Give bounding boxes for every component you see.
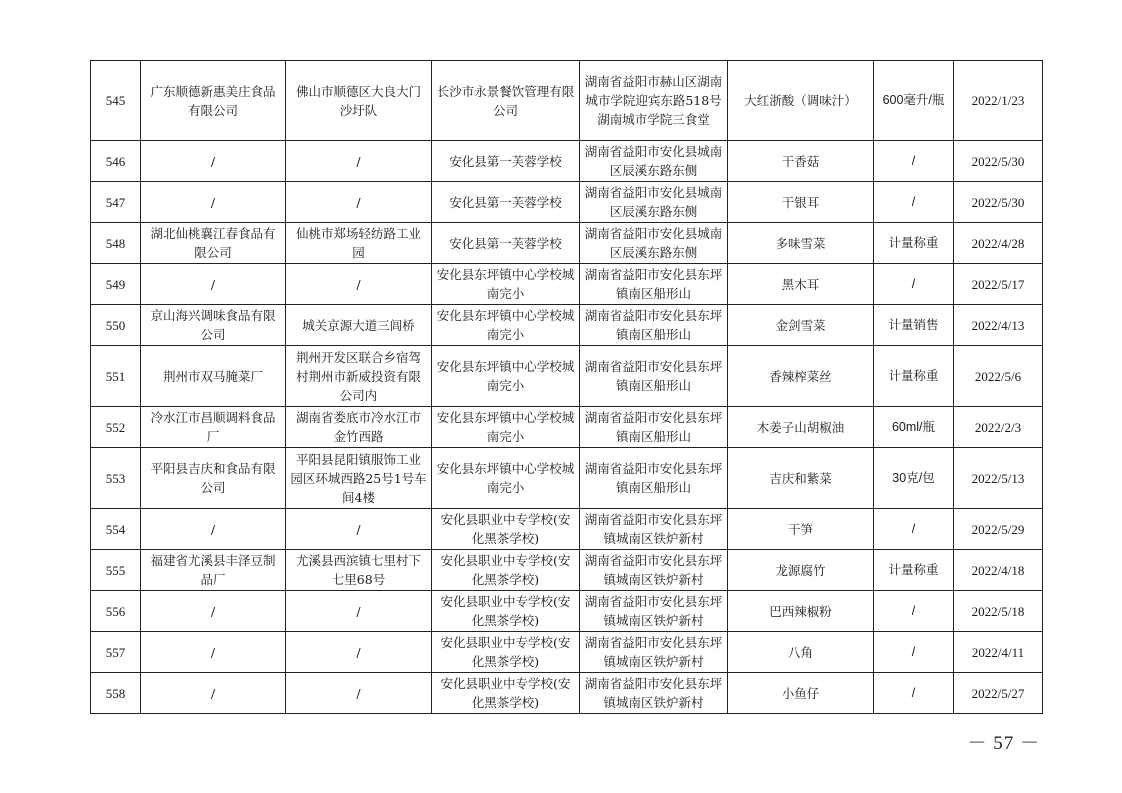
cell-producer-name: / [141,182,286,223]
cell-product-name: 小鱼仔 [728,673,874,714]
cell-producer-name: 平阳县吉庆和食品有限公司 [141,448,286,509]
cell-specification: / [874,509,954,550]
cell-sampled-unit: 安化县东坪镇中心学校城南完小 [432,264,580,305]
cell-specification: / [874,264,954,305]
cell-production-date: 2022/5/30 [954,141,1043,182]
cell-specification: 计量称重 [874,223,954,264]
table-row [91,141,1043,182]
cell-producer-address: 佛山市顺德区大良大门沙圩队 [286,61,432,141]
cell-specification: 计量称重 [874,550,954,591]
cell-serial-number: 555 [91,550,141,591]
cell-serial-number: 557 [91,632,141,673]
cell-product-name: 干香菇 [728,141,874,182]
cell-producer-address: / [286,264,432,305]
cell-producer-address: 尤溪县西滨镇七里村下七里68号 [286,550,432,591]
cell-product-name: 木姜子山胡椒油 [728,407,874,448]
table-row [91,264,1043,305]
table-row [91,632,1043,673]
table-body [91,61,1043,714]
table-row [91,223,1043,264]
table-row [91,591,1043,632]
cell-producer-name: / [141,264,286,305]
cell-sampled-address: 湖南省益阳市安化县东坪镇南区船形山 [580,407,728,448]
cell-serial-number: 549 [91,264,141,305]
cell-product-name: 巴西辣椒粉 [728,591,874,632]
table-row [91,550,1043,591]
cell-producer-name: / [141,673,286,714]
cell-product-name: 大红浙酸（调味汁） [728,61,874,141]
cell-sampled-address: 湖南省益阳市安化县城南区辰溪东路东侧 [580,182,728,223]
cell-specification: 计量销售 [874,305,954,346]
cell-product-name: 龙源腐竹 [728,550,874,591]
cell-producer-name: / [141,591,286,632]
cell-producer-address: / [286,591,432,632]
table-row [91,61,1043,141]
cell-sampled-unit: 安化县东坪镇中心学校城南完小 [432,448,580,509]
cell-serial-number: 546 [91,141,141,182]
cell-sampled-address: 湖南省益阳市安化县东坪镇城南区铁炉新村 [580,632,728,673]
cell-specification: / [874,673,954,714]
cell-producer-name: / [141,632,286,673]
cell-product-name: 八角 [728,632,874,673]
cell-producer-address: / [286,141,432,182]
cell-specification: / [874,182,954,223]
cell-serial-number: 548 [91,223,141,264]
table-row [91,448,1043,509]
cell-serial-number: 552 [91,407,141,448]
cell-producer-address: 湖南省娄底市冷水江市金竹西路 [286,407,432,448]
sampling-records-table [90,60,1043,714]
cell-producer-name: 京山海兴调味食品有限公司 [141,305,286,346]
cell-production-date: 2022/5/18 [954,591,1043,632]
cell-production-date: 2022/2/3 [954,407,1043,448]
cell-producer-name: 福建省尤溪县丰泽豆制品厂 [141,550,286,591]
cell-sampled-unit: 安化县东坪镇中心学校城南完小 [432,407,580,448]
table-row [91,509,1043,550]
page-number: － 57 － [967,733,1040,754]
table-row [91,673,1043,714]
cell-sampled-address: 湖南省益阳市安化县东坪镇城南区铁炉新村 [580,509,728,550]
cell-sampled-unit: 安化县职业中专学校(安化黑茶学校) [432,509,580,550]
table-row [91,305,1043,346]
cell-producer-address: / [286,509,432,550]
cell-production-date: 2022/4/13 [954,305,1043,346]
cell-production-date: 2022/5/6 [954,346,1043,407]
cell-serial-number: 558 [91,673,141,714]
cell-producer-address: / [286,673,432,714]
cell-sampled-address: 湖南省益阳市安化县东坪镇南区船形山 [580,264,728,305]
cell-producer-address: / [286,632,432,673]
cell-product-name: 干银耳 [728,182,874,223]
cell-sampled-unit: 安化县第一芙蓉学校 [432,141,580,182]
cell-sampled-address: 湖南省益阳市安化县城南区辰溪东路东侧 [580,141,728,182]
cell-producer-name: 荆州市双马腌菜厂 [141,346,286,407]
cell-producer-address: 荆州开发区联合乡宿驾村荆州市新威投资有限公司内 [286,346,432,407]
cell-producer-name: 冷水江市昌顺调料食品厂 [141,407,286,448]
cell-serial-number: 550 [91,305,141,346]
cell-sampled-unit: 安化县职业中专学校(安化黑茶学校) [432,673,580,714]
cell-specification: / [874,141,954,182]
cell-producer-address: / [286,182,432,223]
cell-product-name: 干笋 [728,509,874,550]
cell-serial-number: 547 [91,182,141,223]
cell-production-date: 2022/5/27 [954,673,1043,714]
cell-product-name: 多味雪菜 [728,223,874,264]
cell-producer-name: / [141,509,286,550]
cell-production-date: 2022/4/28 [954,223,1043,264]
cell-serial-number: 554 [91,509,141,550]
cell-production-date: 2022/5/17 [954,264,1043,305]
cell-sampled-address: 湖南省益阳市安化县东坪镇南区船形山 [580,448,728,509]
cell-sampled-unit: 安化县职业中专学校(安化黑茶学校) [432,591,580,632]
cell-product-name: 黑木耳 [728,264,874,305]
cell-specification: 30克/包 [874,448,954,509]
cell-serial-number: 556 [91,591,141,632]
cell-specification: / [874,591,954,632]
cell-serial-number: 553 [91,448,141,509]
cell-production-date: 2022/5/13 [954,448,1043,509]
cell-sampled-unit: 安化县职业中专学校(安化黑茶学校) [432,632,580,673]
cell-product-name: 香辣榨菜丝 [728,346,874,407]
cell-sampled-address: 湖南省益阳市安化县东坪镇南区船形山 [580,346,728,407]
cell-serial-number: 545 [91,61,141,141]
cell-sampled-unit: 安化县东坪镇中心学校城南完小 [432,346,580,407]
cell-producer-name: / [141,141,286,182]
cell-producer-address: 城关京源大道三闾桥 [286,305,432,346]
cell-specification: 计量称重 [874,346,954,407]
cell-sampled-address: 湖南省益阳市安化县东坪镇南区船形山 [580,305,728,346]
cell-serial-number: 551 [91,346,141,407]
cell-sampled-address: 湖南省益阳市安化县城南区辰溪东路东侧 [580,223,728,264]
cell-production-date: 2022/4/11 [954,632,1043,673]
cell-sampled-unit: 安化县第一芙蓉学校 [432,182,580,223]
table-row [91,346,1043,407]
cell-production-date: 2022/5/29 [954,509,1043,550]
table-row [91,407,1043,448]
cell-sampled-address: 湖南省益阳市安化县东坪镇城南区铁炉新村 [580,591,728,632]
cell-production-date: 2022/4/18 [954,550,1043,591]
cell-producer-name: 广东顺德新惠美庄食品有限公司 [141,61,286,141]
cell-specification: 60ml/瓶 [874,407,954,448]
cell-sampled-unit: 安化县东坪镇中心学校城南完小 [432,305,580,346]
cell-specification: 600毫升/瓶 [874,61,954,141]
table-row [91,182,1043,223]
cell-producer-address: 仙桃市郑场轻纺路工业园 [286,223,432,264]
cell-sampled-address: 湖南省益阳市赫山区湖南城市学院迎宾东路518号湖南城市学院三食堂 [580,61,728,141]
cell-sampled-unit: 安化县第一芙蓉学校 [432,223,580,264]
cell-production-date: 2022/5/30 [954,182,1043,223]
cell-product-name: 吉庆和紫菜 [728,448,874,509]
cell-specification: / [874,632,954,673]
cell-sampled-unit: 长沙市永景餐饮管理有限公司 [432,61,580,141]
cell-production-date: 2022/1/23 [954,61,1043,141]
cell-sampled-address: 湖南省益阳市安化县东坪镇城南区铁炉新村 [580,550,728,591]
cell-sampled-unit: 安化县职业中专学校(安化黑茶学校) [432,550,580,591]
cell-producer-address: 平阳县昆阳镇服饰工业园区环城西路25号1号车间4楼 [286,448,432,509]
cell-product-name: 金剑雪菜 [728,305,874,346]
cell-sampled-address: 湖南省益阳市安化县东坪镇城南区铁炉新村 [580,673,728,714]
cell-producer-name: 湖北仙桃襄江春食品有限公司 [141,223,286,264]
